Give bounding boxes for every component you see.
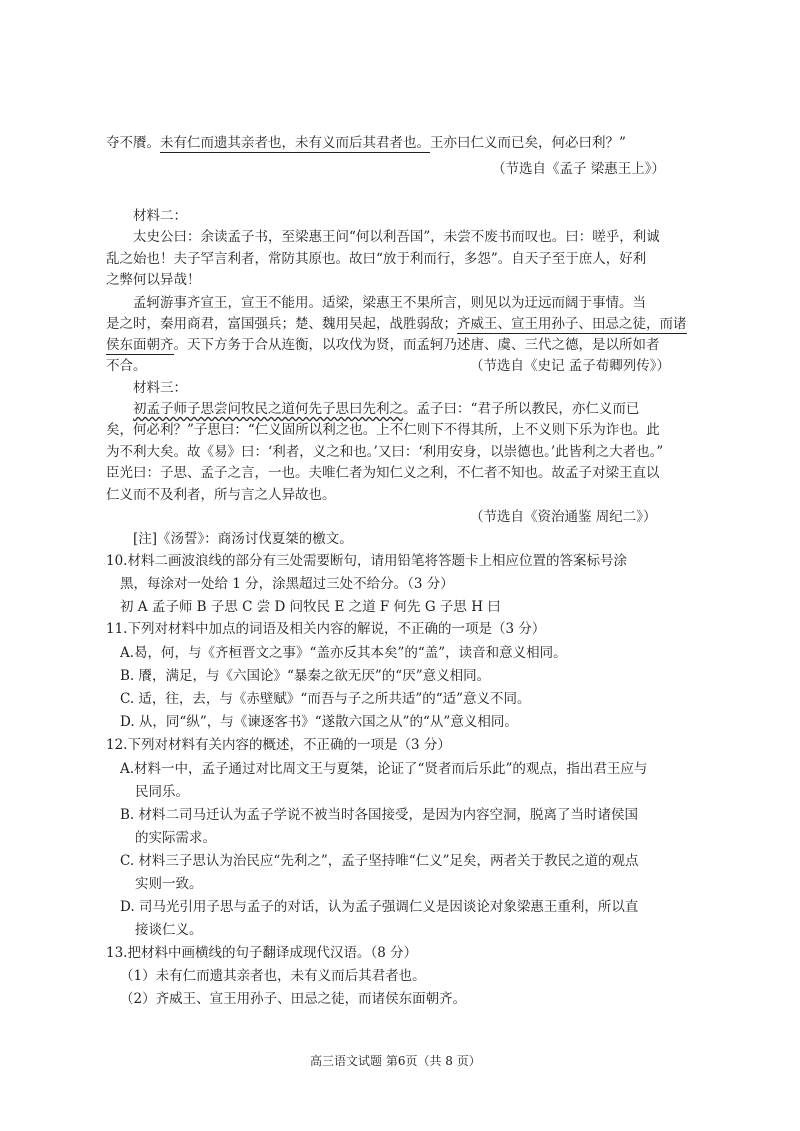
question-11-option-a: A.曷，何，与《齐桓晋文之事》“盖亦反其本矣”的“盖”，读音和意义相同。 [120, 645, 567, 661]
source-citation: （节选自《史记 孟子荀卿列传》） [470, 358, 671, 374]
question-11-option-c: C. 适，往，去，与《赤壁赋》“而吾与子之所共适”的“适”意义不同。 [120, 691, 531, 707]
text-line: 为不利大矣。故《易》曰：‘利者，义之和也。’又曰：‘利用安身，以崇德也。’此皆利之大者也。” [106, 444, 664, 460]
question-13-stem: 13.把材料中画横线的句子翻译成现代汉语。（8 分） [106, 945, 418, 961]
text-line: 仁义而不及利者，所与言之人异故也。 [106, 487, 336, 503]
wavy-underlined-passage: 初孟子师子思尝问牧民之道何先子思曰先利之 [133, 401, 403, 417]
text-line: 太史公曰：余读孟子书，至梁惠王问“何以利吾国”，未尝不废书而叹也。曰：嗟乎，利诚 [133, 229, 660, 245]
question-12-option-b-cont: 的实际需求。 [135, 830, 216, 846]
text-segment: 是之时，秦用商君，富国强兵；楚、魏用吴起，战胜弱敌； [106, 316, 457, 332]
text-line: 不合。 [106, 358, 147, 374]
text-segment: 。孟子曰：“君子所以教民，亦仁义而已 [403, 401, 640, 417]
question-12-option-d-cont: 接谈仁义。 [135, 922, 203, 938]
question-12-option-d: D. 司马光引用子思与孟子的对话，认为孟子强调仁义是因谈论对象梁惠王重利，所以直 [120, 899, 639, 915]
question-12-option-a: A.材料一中，孟子通过对比周文王与夏桀，论证了“贤者而后乐此”的观点，指出君王应与 [120, 761, 648, 777]
question-11-option-d: D. 从，同“纵”，与《谏逐客书》“遂散六国之从”的“从”意义相同。 [120, 714, 518, 730]
text-line: 之弊何以异哉！ [106, 272, 201, 288]
text-segment: 王亦曰仁义而已矣，何必曰利？” [430, 135, 626, 151]
text-line [106, 134, 626, 152]
underlined-sentence: 齐威王、宣王用孙子、田忌之徒，而诸 [457, 316, 687, 332]
question-11-stem: 11.下列对材料中加点的词语及相关内容的解说，不正确的一项是（3 分） [106, 621, 546, 637]
text-line [106, 315, 687, 333]
text-line: 乱之始也！夫子罕言利者，常防其原也。故曰“放于利而行，多怨”。自天子至于庶人，好利 [106, 251, 647, 267]
underlined-sentence: 未有仁而遗其亲者也，未有义而后其君者也。 [160, 135, 430, 151]
question-10-stem-cont: 黑，每涂对一处给 1 分，涂黑超过三处不给分。（3 分） [120, 576, 454, 592]
question-13-sentence-1: （1）未有仁而遗其亲者也，未有义而后其君者也。 [120, 968, 426, 984]
text-line [133, 400, 639, 418]
source-citation: （节选自《资治通鉴 周纪二》） [470, 509, 657, 525]
source-citation: （节选自《孟子 梁惠王上》） [492, 161, 666, 177]
text-line [106, 336, 660, 354]
page-footer: 高三语文试题 第6页（共 8 页） [310, 1054, 481, 1068]
question-11-option-b: B. 餍，满足，与《六国论》“暴秦之欲无厌”的“厌”意义相同。 [120, 668, 491, 684]
question-12-option-a-cont: 民同乐。 [135, 784, 189, 800]
text-line: 矣，何必利？”子思曰：“仁义固所以利之也。上不仁则下不得其所，上不义则下乐为诈也。此 [106, 422, 660, 438]
question-12-option-c: C. 材料三子思认为治民应“先利之”，孟子坚持唯“仁义”足矣，两者关于教民之道的观点 [120, 853, 639, 869]
question-10-stem: 10.材料二画波浪线的部分有三处需要断句，请用铅笔将答题卡上相应位置的答案标号涂 [106, 553, 627, 569]
section-title: 材料三： [133, 380, 187, 396]
text-line: 孟轲游事齐宣王，宣王不能用。适梁，梁惠王不果所言，则见以为迂远而阔于事情。当 [133, 295, 646, 311]
text-segment: 。天下方务于合从连衡，以攻伐为贤，而孟轲乃述唐、虞、三代之德，是以所如者 [173, 337, 660, 353]
question-12-option-b: B. 材料二司马迁认为孟子学说不被当时各国接受，是因为内容空洞，脱离了当时诸侯国 [120, 807, 639, 823]
text-segment: 夺不餍。 [106, 135, 160, 151]
question-12-option-c-cont: 实则一致。 [135, 876, 203, 892]
question-10-options: 初 A 孟子师 B 子思 C 尝 D 问牧民 E 之道 F 何先 G 子思 H 曰 [120, 599, 501, 615]
text-line: 臣光曰：子思、孟子之言，一也。夫唯仁者为知仁义之利，不仁者不知也。故孟子对梁王直以 [106, 465, 660, 481]
question-13-sentence-2: （2）齐威王、宣王用孙子、田忌之徒，而诸侯东面朝齐。 [120, 991, 467, 1007]
question-12-stem: 12.下列对材料有关内容的概述，不正确的一项是（3 分） [106, 737, 451, 753]
note: [注]《汤誓》：商汤讨伐夏桀的檄文。 [133, 531, 353, 547]
section-title: 材料二： [133, 208, 187, 224]
underlined-sentence: 侯东面朝齐 [106, 337, 174, 353]
